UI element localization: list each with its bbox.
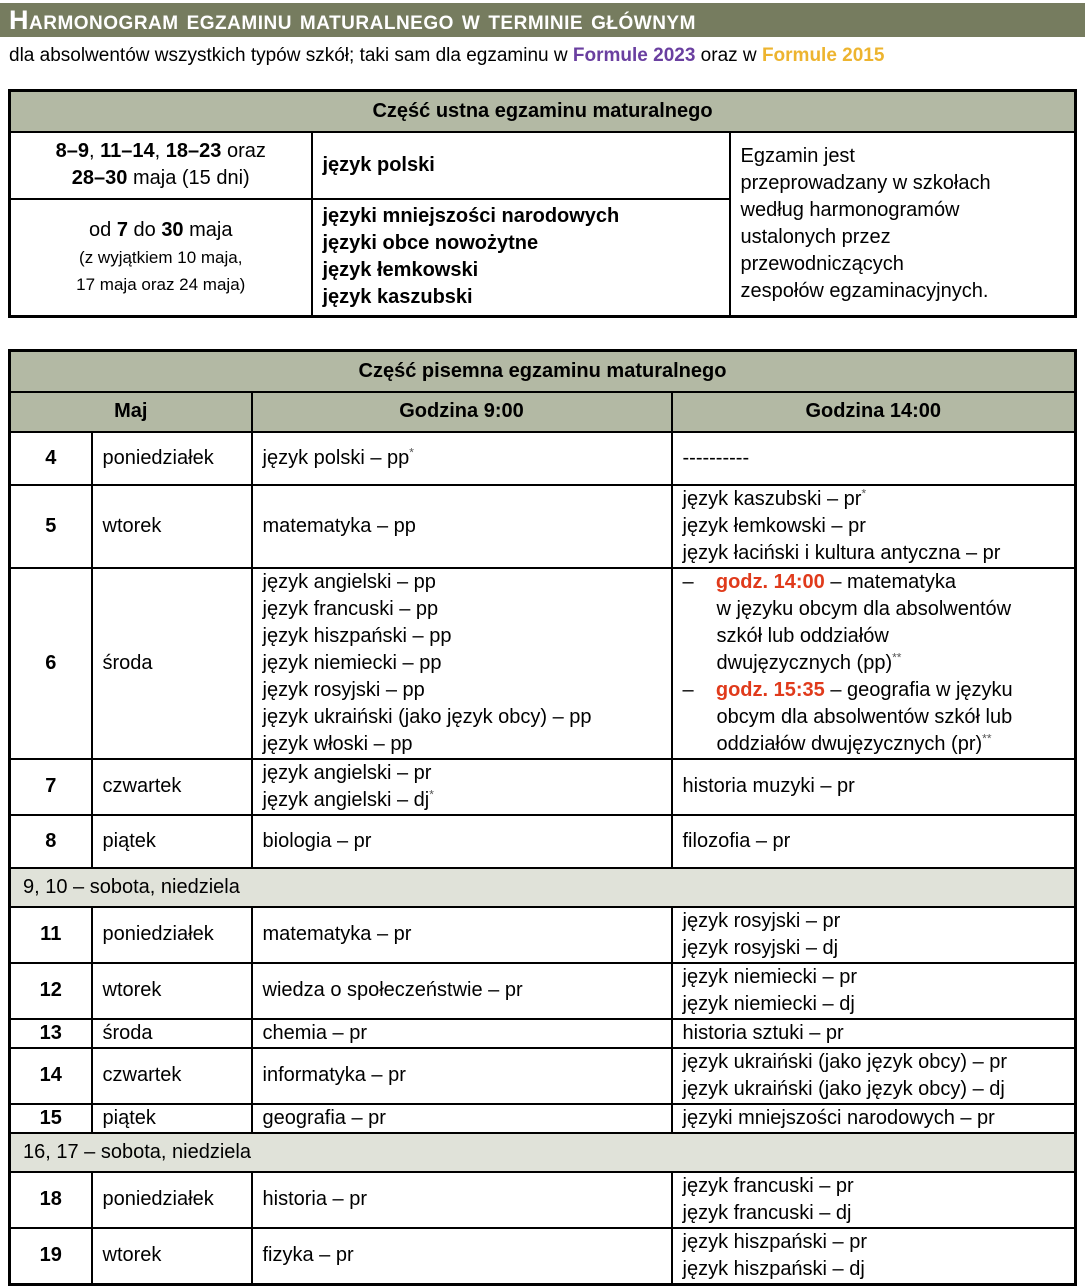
text-segment: 28–30 — [71, 167, 128, 189]
afternoon-exams-cell — [672, 815, 1076, 868]
text-line: język hiszpański – dj — [682, 1257, 865, 1280]
morning-exams-cell — [252, 1228, 672, 1285]
footnote-marker: ** — [892, 649, 902, 664]
weekend-row — [10, 868, 1076, 907]
day-number-cell: 19 — [10, 1228, 92, 1285]
day-number-cell: 18 — [10, 1172, 92, 1228]
written-table-body — [10, 432, 1076, 1285]
text-line: informatyka – pr — [262, 1064, 406, 1086]
morning-exams-cell — [252, 432, 672, 485]
oral-table-header-row — [10, 91, 1076, 132]
exam-day-row — [10, 759, 1076, 815]
footnote-marker: * — [409, 444, 414, 459]
afternoon-exams-cell — [672, 568, 1076, 759]
text-line: język łaciński i kultura antyczna – pr — [682, 541, 1001, 564]
text-segment: język polski — [322, 153, 435, 176]
afternoon-exams-cell — [672, 759, 1076, 815]
column-header-morning: Godzina 9:00 — [252, 392, 672, 432]
text-segment: 7 — [116, 218, 128, 241]
text-line: szkół lub oddziałów — [716, 624, 889, 647]
weekday-cell: środa — [92, 568, 252, 759]
formula-2023-label: Formule 2023 — [572, 45, 696, 66]
text-line: geografia – pr — [262, 1106, 386, 1129]
text-line: 8–9, 11–14, 18–23 oraz — [55, 140, 266, 162]
morning-exams-cell — [252, 1019, 672, 1048]
weekday-cell: czwartek — [92, 759, 252, 815]
text-line: zespołów egzaminacyjnych. — [740, 279, 989, 302]
morning-exams-cell — [252, 1048, 672, 1104]
footnote-marker: * — [429, 786, 434, 801]
text-line: język francuski – dj — [682, 1201, 852, 1224]
text-line: historia sztuki – pr — [682, 1021, 844, 1044]
text-segment: 8–9 — [55, 140, 89, 162]
text-line: dwujęzycznych (pp)** — [716, 649, 902, 674]
text-line — [323, 230, 719, 257]
day-number-cell: 5 — [10, 485, 92, 568]
day-number-cell: 8 — [10, 815, 92, 868]
text-line — [21, 244, 301, 271]
text-line: według harmonogramów — [740, 198, 960, 221]
day-number-cell: 7 — [10, 759, 92, 815]
oral-dates-cell — [10, 199, 312, 317]
morning-exams-cell — [252, 568, 672, 759]
exam-day-row — [10, 1048, 1076, 1104]
text-line: historia muzyki – pr — [682, 775, 855, 797]
text-line: język polski – pp* — [262, 444, 414, 469]
morning-exams-cell — [252, 759, 672, 815]
day-number-cell: 12 — [10, 963, 92, 1019]
text-line: język ukraiński (jako język obcy) – pr — [682, 1050, 1008, 1073]
text-line — [323, 257, 719, 284]
afternoon-exams-cell — [672, 1228, 1076, 1285]
text-line: 28–30 maja (15 dni) — [71, 167, 250, 189]
weekday-cell: poniedziałek — [92, 432, 252, 485]
afternoon-exams-cell — [672, 907, 1076, 963]
text-line: matematyka – pp — [262, 514, 416, 537]
text-segment: 11–14 — [100, 140, 155, 162]
day-number-cell: 15 — [10, 1104, 92, 1133]
subtitle-middle: oraz w — [695, 45, 762, 66]
text-line: język niemiecki – pr — [682, 965, 858, 988]
text-line: Egzamin jest — [740, 144, 855, 167]
text-segment: języki obce nowożytne — [322, 232, 539, 255]
text-line — [323, 203, 719, 230]
text-segment: godz. 14:00 — [715, 570, 825, 593]
oral-note-cell — [730, 132, 1076, 317]
weekend-row — [10, 1133, 1076, 1172]
oral-table-title: Część ustna egzaminu maturalnego — [10, 91, 1076, 132]
afternoon-exams-cell — [672, 1104, 1076, 1133]
day-number-cell: 6 — [10, 568, 92, 759]
text-line: ustalonych przez — [740, 225, 891, 248]
weekday-cell: czwartek — [92, 1048, 252, 1104]
text-line: fizyka – pr — [262, 1244, 354, 1266]
text-line: język angielski – pp — [262, 570, 436, 593]
morning-exams-cell — [252, 815, 672, 868]
exam-day-row — [10, 1172, 1076, 1228]
text-line: język hiszpański – pr — [682, 1230, 868, 1253]
text-segment: języki mniejszości narodowych — [322, 205, 620, 228]
text-line: język niemiecki – dj — [682, 992, 855, 1015]
morning-exams-cell — [252, 1172, 672, 1228]
text-segment: godz. 15:35 — [715, 678, 825, 701]
written-table-title: Część pisemna egzaminu maturalnego — [10, 351, 1076, 392]
text-line: obcym dla absolwentów szkół lub — [716, 705, 1013, 728]
column-header-afternoon: Godzina 14:00 — [672, 392, 1076, 432]
weekday-cell: poniedziałek — [92, 1172, 252, 1228]
weekday-cell: środa — [92, 1019, 252, 1048]
oral-subject-cell — [312, 199, 730, 317]
morning-exams-cell — [252, 963, 672, 1019]
weekday-cell: poniedziałek — [92, 907, 252, 963]
text-line: język niemiecki – pp — [262, 651, 442, 674]
morning-exams-cell — [252, 907, 672, 963]
footnote-marker: * — [861, 485, 867, 500]
text-line: język łemkowski – pr — [682, 514, 866, 537]
text-segment: 17 maja oraz 24 maja) — [76, 274, 246, 294]
text-line: język angielski – pr — [262, 761, 432, 784]
title-bar — [0, 3, 1085, 37]
text-line: język rosyjski – dj — [682, 936, 839, 959]
text-line: od 7 do 30 maja — [89, 218, 233, 241]
weekend-label: 16, 17 – sobota, niedziela — [10, 1133, 1076, 1172]
text-line: języki mniejszości narodowych – pr — [682, 1106, 995, 1129]
text-segment: język łemkowski — [322, 259, 479, 282]
oral-dates-cell — [10, 132, 312, 199]
weekday-cell: wtorek — [92, 963, 252, 1019]
weekend-label: 9, 10 – sobota, niedziela — [10, 868, 1076, 907]
footnote-marker: ** — [982, 730, 992, 745]
text-line: matematyka – pr — [262, 923, 412, 945]
exam-day-row — [10, 963, 1076, 1019]
formula-2015-label: Formule 2015 — [761, 45, 885, 66]
oral-subject-cell — [312, 132, 730, 199]
text-line: język francuski – pp — [262, 597, 439, 620]
afternoon-exams-cell — [672, 963, 1076, 1019]
text-line: przewodniczących — [740, 252, 904, 275]
text-segment: 30 — [161, 218, 184, 241]
day-number-cell: 13 — [10, 1019, 92, 1048]
text-line: przeprowadzany w szkołach — [740, 171, 991, 194]
exam-day-row — [10, 907, 1076, 963]
written-exam-table — [8, 349, 1077, 1286]
morning-exams-cell — [252, 485, 672, 568]
text-line: język angielski – dj* — [262, 786, 434, 811]
text-line — [21, 271, 301, 298]
day-number-cell: 14 — [10, 1048, 92, 1104]
text-line: język francuski – pr — [682, 1174, 854, 1197]
text-segment: (z wyjątkiem 10 maja, — [79, 247, 243, 267]
written-table-header-row — [10, 351, 1076, 392]
afternoon-exams-cell — [672, 1048, 1076, 1104]
text-line: – godz. 15:35 – geografia w języku — [682, 678, 1013, 701]
column-header-month: Maj — [10, 392, 252, 432]
text-line: filozofia – pr — [682, 829, 791, 852]
morning-exams-cell — [252, 1104, 672, 1133]
weekday-cell: wtorek — [92, 485, 252, 568]
afternoon-exams-cell — [672, 485, 1076, 568]
text-line: biologia – pr — [262, 829, 372, 852]
exam-day-row — [10, 1104, 1076, 1133]
weekday-cell: piątek — [92, 815, 252, 868]
text-line: język rosyjski – pr — [682, 909, 841, 932]
day-number-cell: 4 — [10, 432, 92, 485]
text-line: oddziałów dwujęzycznych (pr)** — [716, 730, 992, 755]
text-segment: 18–23 — [165, 140, 222, 162]
text-line: historia – pr — [262, 1188, 367, 1210]
text-line — [323, 284, 719, 311]
exam-day-row — [10, 1228, 1076, 1285]
text-line: ---------- — [682, 446, 750, 469]
exam-day-row — [10, 815, 1076, 868]
text-segment: język kaszubski — [322, 286, 473, 309]
text-line: w języku obcym dla absolwentów — [716, 597, 1012, 620]
text-line: chemia – pr — [262, 1021, 367, 1044]
text-line: język włoski – pp — [262, 732, 413, 755]
oral-exam-table — [8, 89, 1077, 318]
text-line: język kaszubski – pr* — [682, 485, 867, 510]
exam-day-row — [10, 432, 1076, 485]
day-number-cell: 11 — [10, 907, 92, 963]
text-line: język ukraiński (jako język obcy) – dj — [682, 1077, 1005, 1100]
afternoon-exams-cell — [672, 432, 1076, 485]
written-table-columns-row — [10, 392, 1076, 432]
afternoon-exams-cell — [672, 1019, 1076, 1048]
exam-day-row — [10, 1019, 1076, 1048]
weekday-cell: wtorek — [92, 1228, 252, 1285]
text-line: język ukraiński (jako język obcy) – pp — [262, 705, 592, 728]
page-title: Harmonogram egzaminu maturalnego w terminie głównym — [9, 4, 696, 35]
exam-day-row — [10, 485, 1076, 568]
subtitle — [9, 44, 1085, 68]
text-line — [323, 152, 719, 179]
weekday-cell: piątek — [92, 1104, 252, 1133]
text-line: język rosyjski – pp — [262, 678, 425, 701]
afternoon-exams-cell — [672, 1172, 1076, 1228]
oral-row-polish — [10, 132, 1076, 199]
text-line: język hiszpański – pp — [262, 624, 452, 647]
text-line: wiedza o społeczeństwie – pr — [262, 979, 523, 1001]
text-line: – godz. 14:00 – matematyka — [682, 570, 956, 593]
subtitle-prefix: dla absolwentów wszystkich typów szkół; taki sam dla egzaminu w — [9, 45, 573, 66]
exam-day-row — [10, 568, 1076, 759]
